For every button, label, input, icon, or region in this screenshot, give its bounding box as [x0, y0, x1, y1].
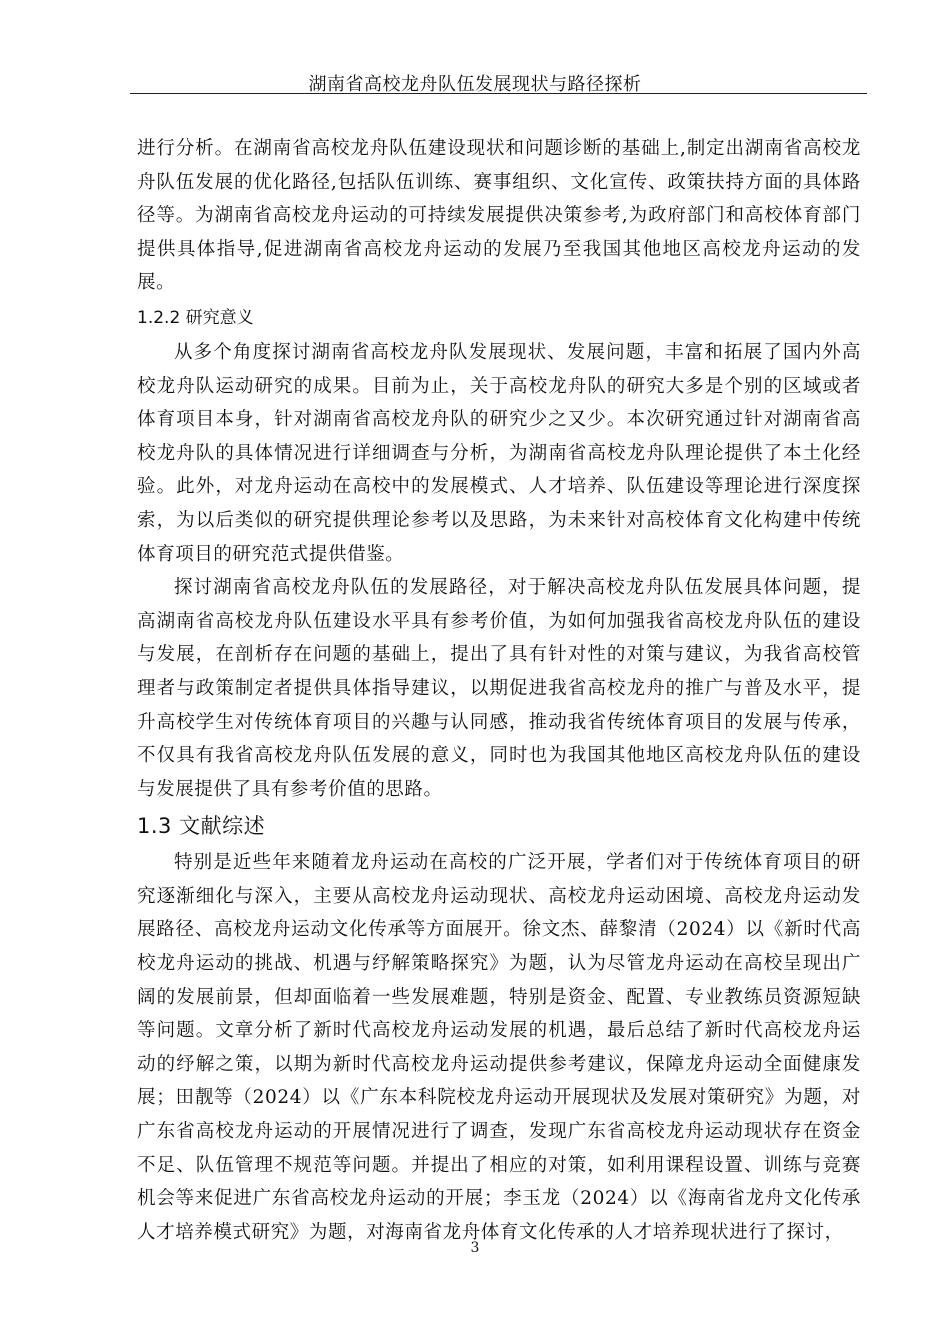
- running-header-title: 湖南省高校龙舟队伍发展现状与路径探析: [308, 74, 642, 95]
- paragraph-literature-review: 特别是近些年来随着龙舟运动在高校的广泛开展，学者们对于传统体育项目的研究逐渐细化与深入，主要从高校龙舟运动现状、高校龙舟运动困境、高校龙舟运动发展路径、高校龙舟运动文化传承等方面展开。徐文杰、薛黎清（2024）以《新时代高校龙舟运动的挑战、机遇与纾解策略探究》为题，认为尽管龙舟运动在高校呈现出广阔的发展前景，但却面临着一些发展难题，特别是资金、配置、专业教练员资源短缺等问题。文章分析了新时代高校龙舟运动发展的机遇，最后总结了新时代高校龙舟运动的纾解之策，以期为新时代高校龙舟运动提供参考建议，保障龙舟运动全面健康发展；田靓等（2024）以《广东本科院校龙舟运动开展现状及发展对策研究》为题，对广东省高校龙舟运动的开展情况进行了调查，发现广东省高校龙舟运动现状存在资金不足、队伍管理不规范等问题。并提出了相应的对策，如利用课程设置、训练与竞赛机会等来促进广东省高校龙舟运动的开展；李玉龙（2024）以《海南省龙舟文化传承人才培养模式研究》为题，对海南省龙舟体育文化传承的人才培养现状进行了探讨，: [137, 852, 861, 1243]
- section-heading-1-3: 1.3 文献综述: [137, 814, 266, 839]
- subsection-heading-1-2-2: 1.2.2 研究意义: [137, 307, 254, 328]
- paragraph-research-significance-2: 探讨湖南省高校龙舟队伍的发展路径，对于解决高校龙舟队伍发展具体问题，提高湖南省高校龙舟队伍建设水平具有参考价值，为如何加强我省高校龙舟队伍的建设与发展，在剖析存在问题的基础上，提出了具有针对性的对策与建议，为我省高校管理者与政策制定者提供具体指导建议，以期促进我省高校龙舟的推广与普及水平，提升高校学生对传统体育项目的兴趣与认同感，推动我省传统体育项目的发展与传承，不仅具有我省高校龙舟队伍发展的意义，同时也为我国其他地区高校龙舟队伍的建设与发展提供了具有参考价值的思路。: [137, 577, 861, 800]
- paragraph-research-significance-1: 从多个角度探讨湖南省高校龙舟队发展现状、发展问题，丰富和拓展了国内外高校龙舟队运动研究的成果。目前为止，关于高校龙舟队的研究大多是个别的区域或者体育项目本身，针对湖南省高校龙舟队的研究少之又少。本次研究通过针对湖南省高校龙舟队的具体情况进行详细调查与分析，为湖南省高校龙舟队理论提供了本土化经验。此外，对龙舟运动在高校中的发展模式、人才培养、队伍建设等理论进行深度探索，为以后类似的研究提供理论参考以及思路，为未来针对高校体育文化构建中传统体育项目的研究范式提供借鉴。: [137, 341, 861, 565]
- page-number: 3: [470, 1240, 480, 1256]
- paragraph-continued: 进行分析。在湖南省高校龙舟队伍建设现状和问题诊断的基础上,制定出湖南省高校龙舟队伍发展的优化路径,包括队伍训练、赛事组织、文化宣传、政策扶持方面的具体路径等。为湖南省高校龙舟运动的可持续发展提供决策参考,为政府部门和高校体育部门提供具体指导,促进湖南省高校龙舟运动的发展乃至我国其他地区高校龙舟运动的发展。: [137, 138, 861, 294]
- header-rule: [130, 93, 867, 94]
- page-body: [137, 132, 861, 1249]
